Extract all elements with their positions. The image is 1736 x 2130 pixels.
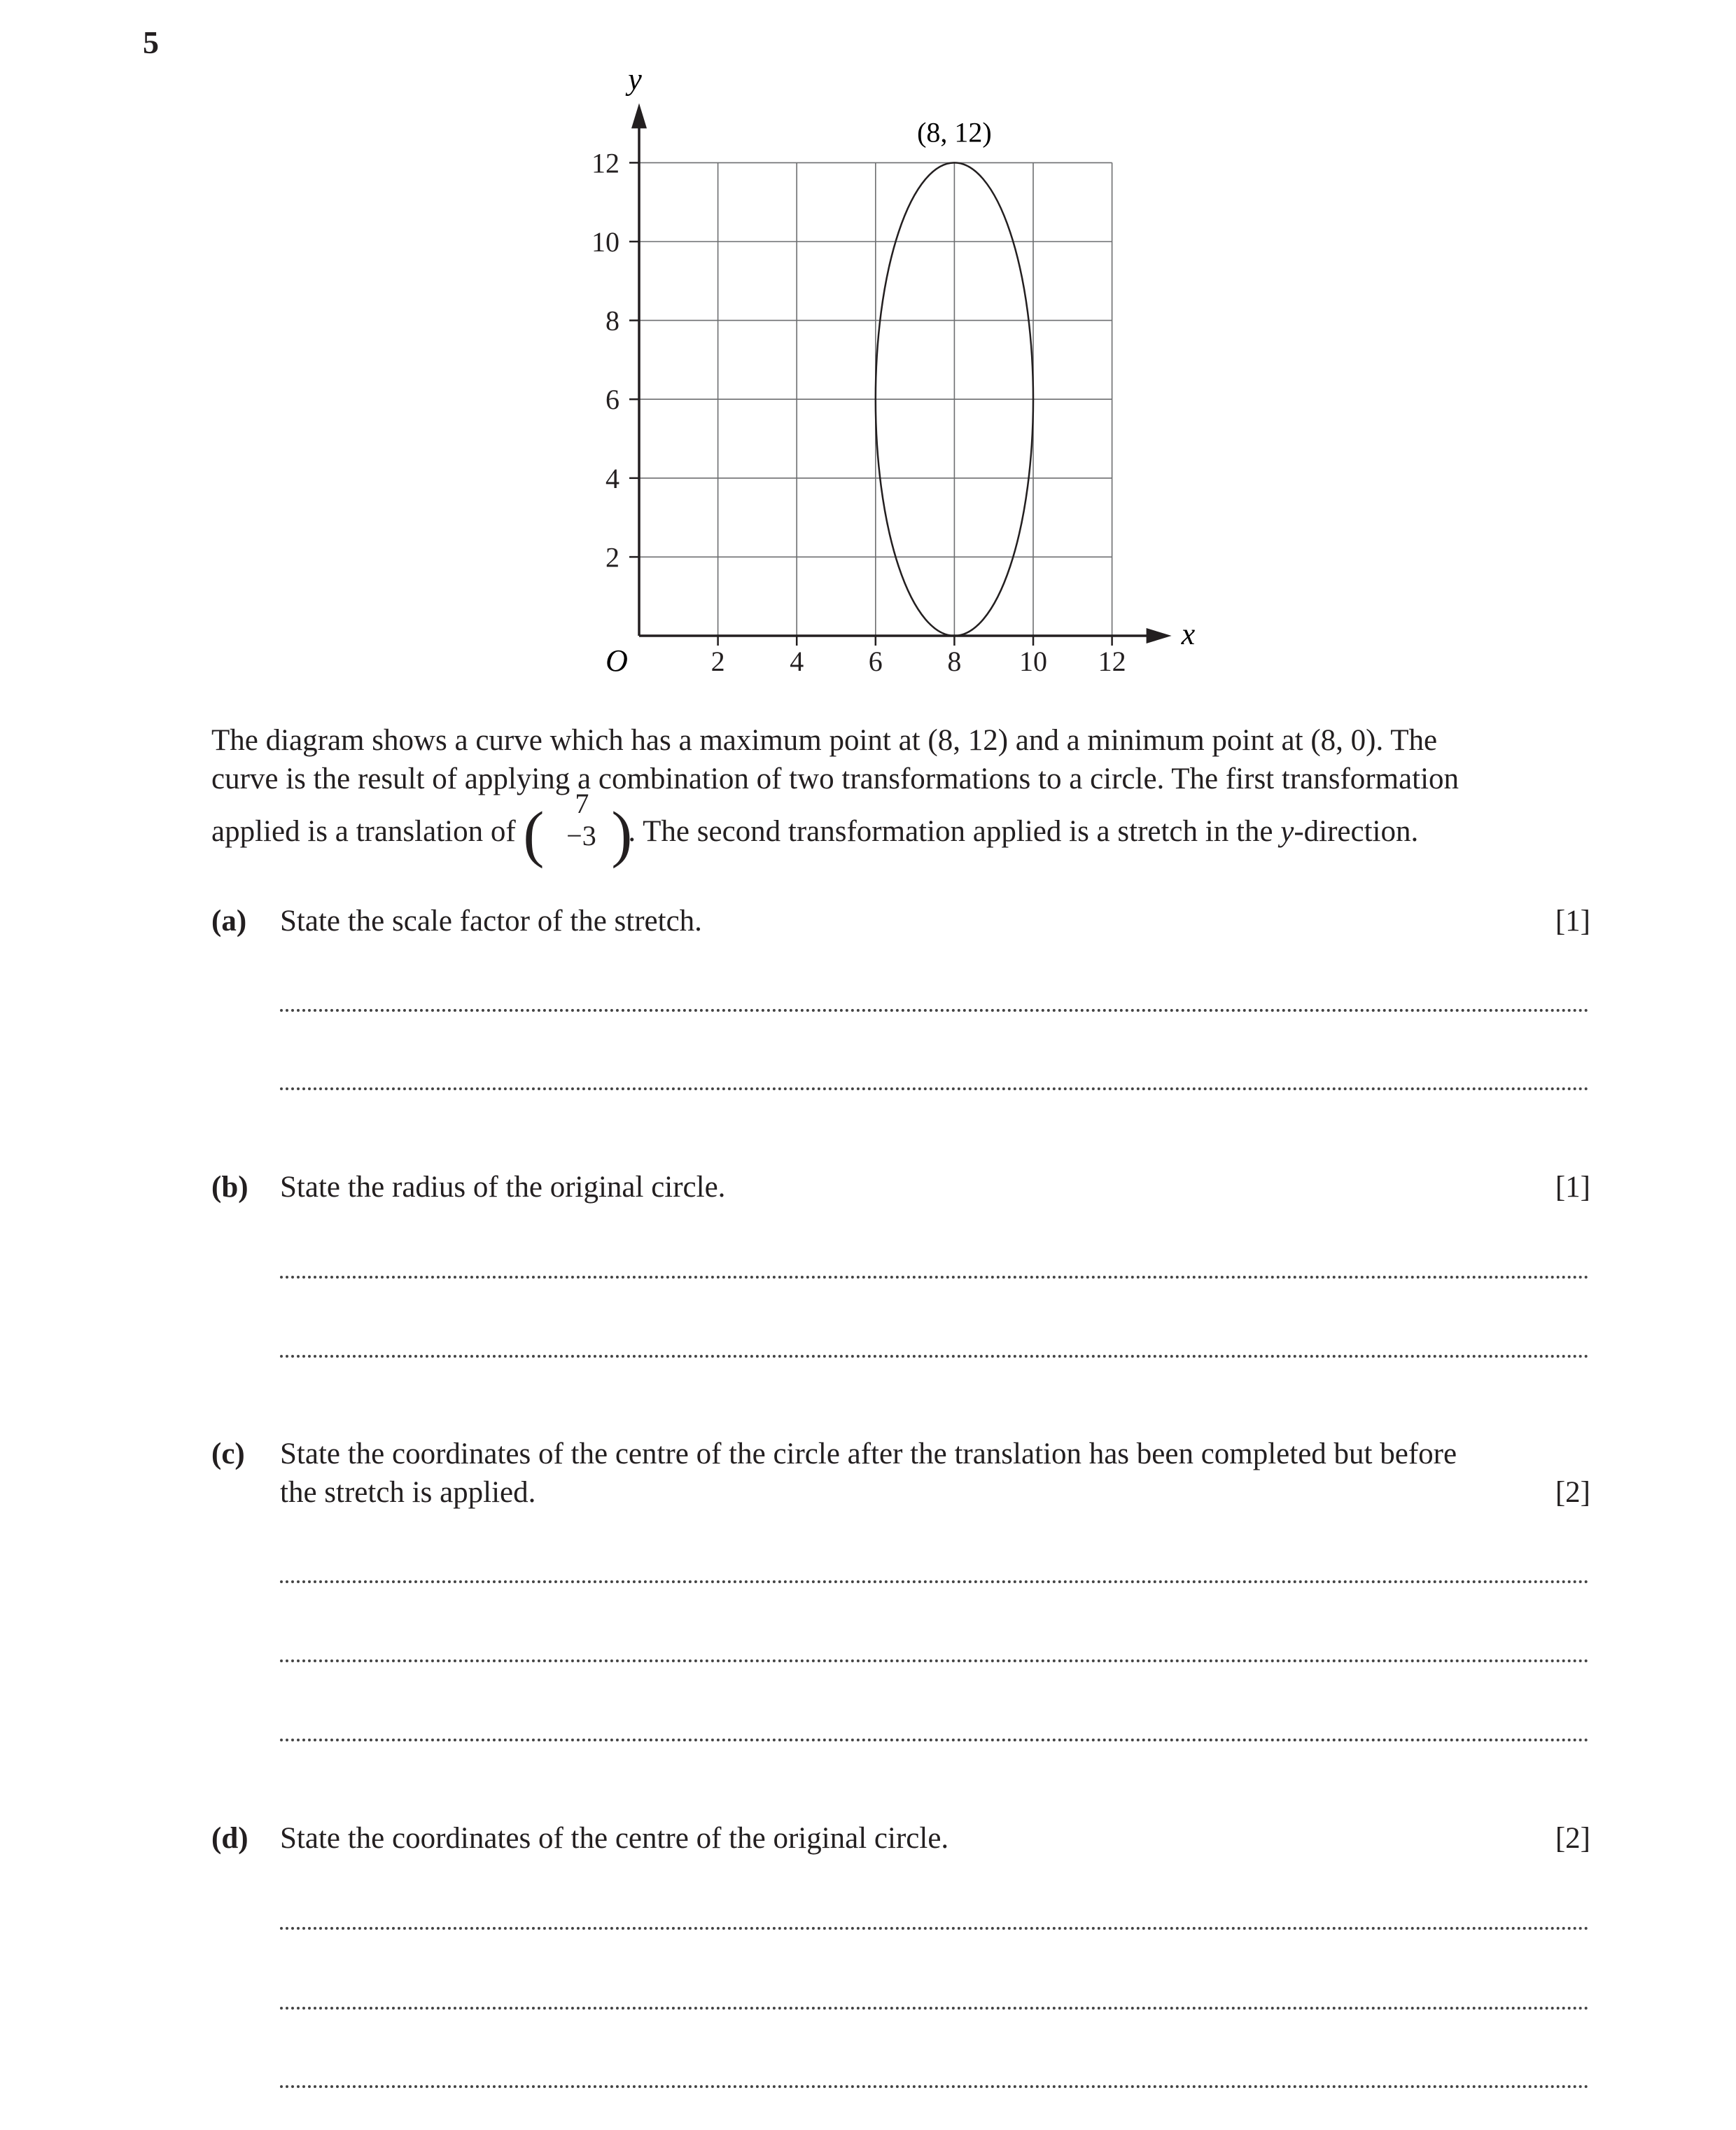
y-tick-label: 2: [606, 541, 620, 573]
intro-line-3-start: applied is a translation of: [211, 815, 516, 848]
intro-line-3-end: -direction.: [1294, 815, 1419, 848]
x-tick-label: 12: [1098, 646, 1126, 677]
answer-line[interactable]: [280, 1659, 1589, 1662]
part-c-label: (c): [211, 1438, 245, 1470]
intro-line-3-var: y: [1280, 815, 1294, 848]
answer-line[interactable]: [280, 1276, 1589, 1279]
max-point-label: (8, 12): [917, 116, 992, 148]
intro-line-3: [211, 788, 1590, 869]
answer-line[interactable]: [280, 1739, 1589, 1741]
vector-left-bracket: (: [523, 800, 545, 869]
answer-line[interactable]: [280, 1355, 1589, 1358]
intro-line-1: The diagram shows a curve which has a maximum point at (8, 12) and a minimum point at (8, 0). The: [211, 724, 1438, 757]
part-c-question-line1: State the coordinates of the centre of the circle after the translation has been completed but before: [280, 1438, 1457, 1470]
x-tick-label: 10: [1019, 646, 1047, 677]
y-axis-label: y: [628, 62, 642, 97]
x-axis-arrow: [1147, 628, 1172, 643]
question-number: 5: [143, 25, 159, 60]
part-d-marks: [2]: [1555, 1822, 1590, 1855]
part-b-question: State the radius of the original circle.: [280, 1171, 726, 1204]
part-d-question: State the coordinates of the centre of the original circle.: [280, 1822, 949, 1855]
x-tick-label: 8: [947, 646, 962, 677]
axes: [629, 103, 1172, 646]
y-tick-label: 10: [592, 226, 620, 258]
answer-line[interactable]: [280, 1927, 1589, 1930]
part-c: [211, 1435, 1590, 1512]
transformation-diagram: [0, 0, 1736, 700]
y-tick-label: 4: [606, 462, 620, 494]
part-b-marks: [1]: [1555, 1171, 1590, 1204]
y-tick-label: 6: [606, 384, 620, 416]
y-tick-label: 8: [606, 305, 620, 337]
origin-label: O: [606, 643, 628, 678]
intro-line-3-mid: . The second transformation applied is a stretch in the: [628, 815, 1281, 848]
answer-line[interactable]: [280, 2007, 1589, 2010]
tick-labels: [592, 147, 1126, 677]
vector-right-bracket: ): [611, 800, 633, 869]
intro-line-2: curve is the result of applying a combination of two transformations to a circle. The first transformation: [211, 763, 1460, 795]
part-c-marks: [2]: [1555, 1476, 1590, 1509]
x-tick-label: 2: [710, 646, 725, 677]
answer-line[interactable]: [280, 1580, 1589, 1583]
vector-bottom: −3: [566, 820, 596, 851]
y-tick-label: 12: [592, 147, 620, 179]
part-a-marks: [1]: [1555, 905, 1590, 938]
part-c-question-line2: the stretch is applied.: [280, 1476, 536, 1509]
part-b-label: (b): [211, 1171, 248, 1204]
answer-line[interactable]: [280, 2085, 1589, 2088]
y-axis-arrow: [631, 103, 647, 128]
part-a-label: (a): [211, 905, 247, 938]
part-a-question: State the scale factor of the stretch.: [280, 905, 702, 938]
answer-line[interactable]: [280, 1087, 1589, 1090]
x-tick-label: 4: [790, 646, 804, 677]
vector-top: 7: [575, 788, 589, 819]
part-d-label: (d): [211, 1822, 248, 1855]
x-tick-label: 6: [868, 646, 883, 677]
translation-vector: [523, 788, 633, 869]
x-axis-label: x: [1181, 617, 1196, 651]
answer-line[interactable]: [280, 1009, 1589, 1012]
